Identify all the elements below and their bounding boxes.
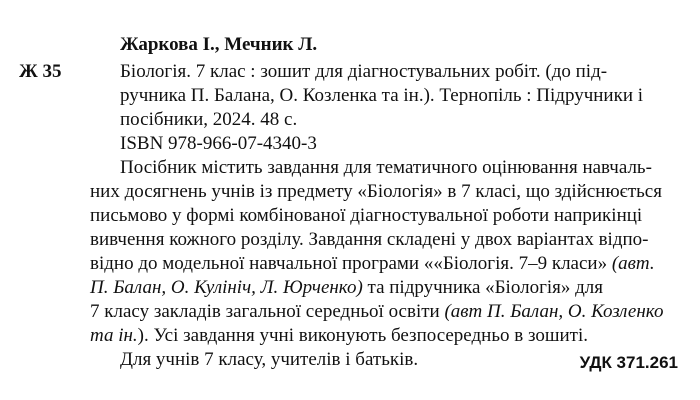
annotation-text: ). Усі завдання учні виконують безпосередньо в зошиті. <box>137 325 588 346</box>
annotation-line <box>90 324 678 348</box>
annotation-italic: та ін. <box>90 325 138 346</box>
annotation-italic: (авт П. Балан, О. Козленко <box>444 301 664 322</box>
biblio-line: посібники, 2024. 48 с. <box>120 109 298 130</box>
annotation-text: відно до модельної навчальної програми ««Біологія. 7–9 класи» <box>90 253 608 274</box>
annotation-text: 7 класу закладів загальної середньої освіти <box>90 301 440 322</box>
annotation-text: та підручника «Біологія» для <box>367 277 604 298</box>
bibliographic-description <box>90 60 678 132</box>
annotation-line <box>90 252 678 276</box>
annotation-line <box>90 300 678 324</box>
udk-code: УДК 371.261 <box>579 353 678 372</box>
biblio-line: ручника П. Балана, О. Козленка та ін.). Тернопіль : Підручники і <box>120 85 644 106</box>
annotation-italic: (авт. <box>611 253 655 274</box>
annotation-italic: П. Балан, О. Кулініч, Л. Юрченко) <box>90 277 363 298</box>
card-body <box>90 33 678 372</box>
annotation-line: письмово у формі комбінованої діагностувальної роботи наприкінці <box>90 205 643 226</box>
annotation-line: Посібник містить завдання для тематичного оцінювання навчаль- <box>120 157 652 178</box>
annotation-line: них досягнень учнів із предмету «Біологія» в 7 класі, що здійснюється <box>90 181 662 202</box>
authors: Жаркова І., Мечник Л. <box>120 34 318 55</box>
audience: Для учнів 7 класу, учителів і батьків. <box>120 349 419 370</box>
annotation-line <box>90 276 678 300</box>
biblio-line: Біологія. 7 клас : зошит для діагностувальних робіт. (до під- <box>120 61 608 82</box>
annotation <box>90 156 678 348</box>
annotation-line: вивчення кожного розділу. Завдання складені у двох варіантах відпо- <box>90 229 649 250</box>
isbn: ISBN 978-966-07-4340-3 <box>120 133 317 154</box>
library-code: Ж 35 <box>19 61 62 82</box>
